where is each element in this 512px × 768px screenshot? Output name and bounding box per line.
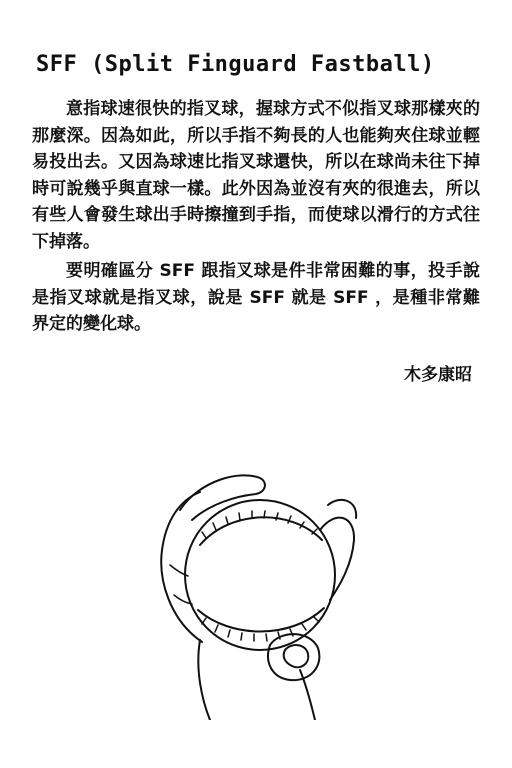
wrist-outline	[198, 640, 210, 720]
paragraph-1: 意指球速很快的指叉球，握球方式不似指叉球那樣夾的那麼深。因為如此，所以手指不夠長的人也能夠夾住球並輕易投出去。又因為球速比指叉球還快，所以在球尚未往下掉時可說幾乎與直球一樣。此外因為並沒有夾的很進去，所以有些人會發生球出手時擦撞到手指，而使球以滑行的方式往下掉落。	[32, 99, 480, 252]
author-name: 木多康昭	[404, 365, 472, 385]
thumbnail	[284, 645, 309, 667]
middle-finger	[320, 518, 354, 600]
paragraph-2: 要明確區分 SFF 跟指叉球是件非常困難的事，投手說是指叉球就是指叉球，說是 SFF 就是 SFF ，是種非常難界定的變化球。	[32, 261, 480, 334]
ring-finger	[328, 500, 356, 518]
hand-left-edge	[161, 492, 202, 642]
page-title: SFF (Split Finguard Fastball)	[36, 52, 435, 77]
baseball	[185, 500, 335, 650]
hand-gripping-baseball-icon	[140, 470, 380, 720]
